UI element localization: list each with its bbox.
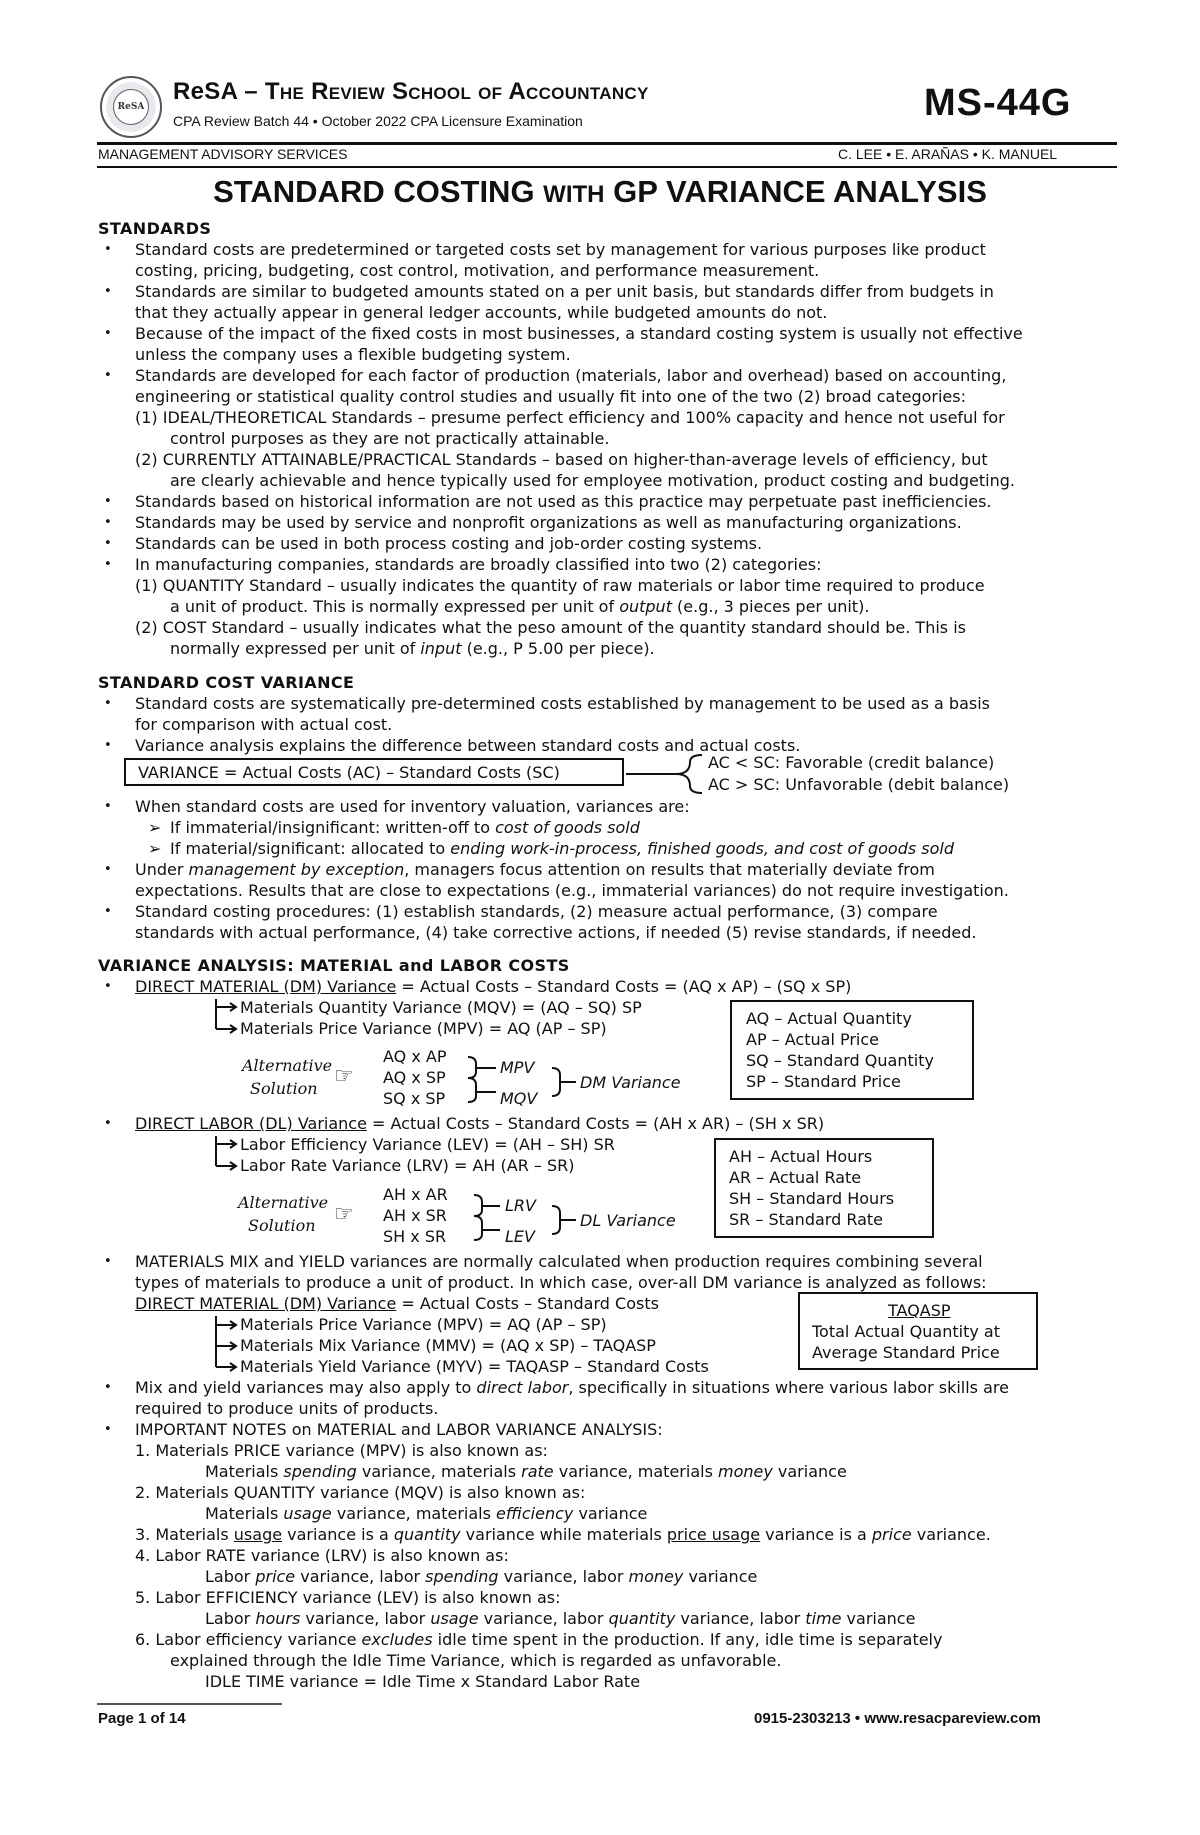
bullet: • <box>104 1254 112 1269</box>
dm-row-1: AQ x AP <box>383 1047 447 1066</box>
variance-formula: VARIANCE = Actual Costs (AC) – Standard Costs (SC) <box>138 763 560 782</box>
var-b5-l2: standards with actual performance, (4) take corrective actions, if needed (5) revise standards, if needed. <box>135 923 977 942</box>
dl-legend-4: SR – Standard Rate <box>729 1210 884 1229</box>
dm-legend-3: SQ – Standard Quantity <box>746 1051 934 1070</box>
std-b8-s1-l1: (1) QUANTITY Standard – usually indicates the quantity of raw materials or labor time required to produce <box>135 576 985 595</box>
std-b4-s1-l1: (1) IDEAL/THEORETICAL Standards – presume perfect efficiency and 100% capacity and hence not useful for <box>135 408 1005 427</box>
school-logo-text: ReSA <box>113 89 149 125</box>
var-b1-l1: Standard costs are systematically pre-determined costs established by management to be used as a basis <box>135 694 990 713</box>
taqasp-line2: Average Standard Price <box>812 1343 1000 1362</box>
bullet: • <box>104 326 112 341</box>
lrv-formula: Labor Rate Variance (LRV) = AH (AR – SR) <box>240 1156 575 1175</box>
bullet: • <box>104 799 112 814</box>
note-4-sub: Labor price variance, labor spending variance, labor money variance <box>205 1567 758 1586</box>
dl-row-2: AH x SR <box>383 1206 447 1225</box>
note-3: 3. Materials usage variance is a quantity variance while materials price usage variance is a price variance. <box>135 1525 991 1544</box>
title-part1: STANDARD COSTING <box>213 174 544 209</box>
variance-favorable: AC < SC: Favorable (credit balance) <box>708 753 995 772</box>
dl-row-3: SH x SR <box>383 1227 447 1246</box>
my-l1: MATERIALS MIX and YIELD variances are normally calculated when production requires combining several <box>135 1252 983 1271</box>
std-b8-s1-l2: a unit of product. This is normally expressed per unit of output (e.g., 3 pieces per unit). <box>170 597 870 616</box>
bullet: • <box>104 515 112 530</box>
dl-bracket-lev: LEV <box>505 1227 535 1246</box>
note-2-sub: Materials usage variance, materials efficiency variance <box>205 1504 648 1523</box>
bullet: • <box>104 904 112 919</box>
var-b3: When standard costs are used for inventory valuation, variances are: <box>135 797 690 816</box>
title-part3: GP VARIANCE ANALYSIS <box>604 174 987 209</box>
bullet: • <box>104 557 112 572</box>
dm-variance-total: DM Variance <box>580 1073 681 1092</box>
alt-solution-label-2a: Alternative <box>238 1193 329 1212</box>
dm-row-2: AQ x SP <box>383 1068 446 1087</box>
std-b4-l1: Standards are developed for each factor of production (materials, labor and overhead) based on accounting, <box>135 366 1007 385</box>
bullet: • <box>104 979 112 994</box>
dm2-equation: DIRECT MATERIAL (DM) Variance = Actual Costs – Standard Costs <box>135 1294 659 1313</box>
dm-equation: DIRECT MATERIAL (DM) Variance = Actual Costs – Standard Costs = (AQ x AP) – (SQ x SP) <box>135 977 852 996</box>
std-b5: Standards based on historical information are not used as this practice may perpetuate past inefficiencies. <box>135 492 992 511</box>
std-b1-l2: costing, pricing, budgeting, cost control, motivation, and performance measurement. <box>135 261 820 280</box>
std-b2-l2: that they actually appear in general ledger accounts, while budgeted amounts do not. <box>135 303 828 322</box>
dl-bracket-lrv: LRV <box>505 1196 536 1215</box>
var-b3-s1: If immaterial/insignificant: written-off to cost of goods sold <box>170 818 640 837</box>
alt-solution-label-1b: Solution <box>250 1079 318 1098</box>
arrow-bullet: ➢ <box>148 839 162 858</box>
school-fullname: The Review School of Accountancy <box>264 78 649 105</box>
note-6-l2: explained through the Idle Time Variance, which is regarded as unfavorable. <box>170 1651 782 1670</box>
dl-variance-total: DL Variance <box>580 1211 676 1230</box>
ml-heading: VARIANCE ANALYSIS: MATERIAL and LABOR COSTS <box>98 956 570 975</box>
mmv-formula: Materials Mix Variance (MMV) = (AQ x SP) – TAQASP <box>240 1336 656 1355</box>
dl-legend-3: SH – Standard Hours <box>729 1189 895 1208</box>
taqasp-title: TAQASP <box>888 1301 951 1320</box>
bullet: • <box>104 862 112 877</box>
alt-solution-label-1a: Alternative <box>242 1056 333 1075</box>
bullet: • <box>104 1116 112 1131</box>
var-b3-s2: If material/significant: allocated to ending work-in-process, finished goods, and cost of goods sold <box>170 839 955 858</box>
lev-formula: Labor Efficiency Variance (LEV) = (AH – SH) SR <box>240 1135 615 1154</box>
note-1: 1. Materials PRICE variance (MPV) is also known as: <box>135 1441 548 1460</box>
std-b4-s2-l1: (2) CURRENTLY ATTAINABLE/PRACTICAL Standards – based on higher-than-average levels of efficiency, but <box>135 450 988 469</box>
mixlab-l2: required to produce units of products. <box>135 1399 439 1418</box>
dl-legend-1: AH – Actual Hours <box>729 1147 873 1166</box>
std-b4-s2-l2: are clearly achievable and hence typically used for employee motivation, product costing and budgeting. <box>170 471 1015 490</box>
myv-formula: Materials Yield Variance (MYV) = TAQASP – Standard Costs <box>240 1357 709 1376</box>
var-b4-l1: Under management by exception, managers focus attention on results that materially deviate from <box>135 860 935 879</box>
dl-legend-2: AR – Actual Rate <box>729 1168 862 1187</box>
notes-heading: IMPORTANT NOTES on MATERIAL and LABOR VARIANCE ANALYSIS: <box>135 1420 663 1439</box>
note-4: 4. Labor RATE variance (LRV) is also known as: <box>135 1546 509 1565</box>
subject-label: MANAGEMENT ADVISORY SERVICES <box>98 146 348 162</box>
dm-legend-2: AP – Actual Price <box>746 1030 880 1049</box>
std-b2-l1: Standards are similar to budgeted amounts stated on a per unit basis, but standards differ from budgets in <box>135 282 994 301</box>
var-b2: Variance analysis explains the difference between standard costs and actual costs. <box>135 736 801 755</box>
var-b4-l2: expectations. Results that are close to expectations (e.g., immaterial variances) do not require investigation. <box>135 881 1009 900</box>
std-b8-s2-l1: (2) COST Standard – usually indicates what the peso amount of the quantity standard should be. This is <box>135 618 966 637</box>
bullet: • <box>104 284 112 299</box>
batch-info: CPA Review Batch 44 • October 2022 CPA Licensure Examination <box>173 113 583 129</box>
pointing-hand-icon: ☞ <box>334 1202 354 1227</box>
dm-legend-1: AQ – Actual Quantity <box>746 1009 912 1028</box>
variance-heading: STANDARD COST VARIANCE <box>98 673 355 692</box>
page-number: Page 1 of 14 <box>98 1710 186 1727</box>
bullet: • <box>104 1422 112 1437</box>
std-b4-s1-l2: control purposes as they are not practically attainable. <box>170 429 610 448</box>
taqasp-line1: Total Actual Quantity at <box>812 1322 1000 1341</box>
note-2: 2. Materials QUANTITY variance (MQV) is also known as: <box>135 1483 586 1502</box>
dm-bracket-mpv: MPV <box>500 1058 535 1077</box>
mpv2-formula: Materials Price Variance (MPV) = AQ (AP – SP) <box>240 1315 607 1334</box>
note-5-sub: Labor hours variance, labor usage variance, labor quantity variance, labor time variance <box>205 1609 916 1628</box>
note-5: 5. Labor EFFICIENCY variance (LEV) is also known as: <box>135 1588 561 1607</box>
bullet: • <box>104 242 112 257</box>
std-b6: Standards may be used by service and nonprofit organizations as well as manufacturing organizations. <box>135 513 962 532</box>
bullet: • <box>104 738 112 753</box>
title-part2: WITH <box>543 181 605 208</box>
std-b4-l2: engineering or statistical quality control studies and usually fit into one of the two (2) broad categories: <box>135 387 966 406</box>
dm-legend-4: SP – Standard Price <box>746 1072 901 1091</box>
std-b1-l1: Standard costs are predetermined or targeted costs set by management for various purposes like product <box>135 240 986 259</box>
mqv-formula: Materials Quantity Variance (MQV) = (AQ – SQ) SP <box>240 998 642 1017</box>
arrow-bullet: ➢ <box>148 818 162 837</box>
std-b8-s2-l2: normally expressed per unit of input (e.g., P 5.00 per piece). <box>170 639 655 658</box>
contact-info: 0915-2303213 • www.resacpareview.com <box>754 1710 1041 1727</box>
bullet: • <box>104 1380 112 1395</box>
note-6-l1: 6. Labor efficiency variance excludes idle time spent in the production. If any, idle time is separately <box>135 1630 943 1649</box>
school-prefix: ReSA – <box>173 78 265 105</box>
note-6-l3: IDLE TIME variance = Idle Time x Standard Labor Rate <box>205 1672 641 1691</box>
dl-equation: DIRECT LABOR (DL) Variance = Actual Costs – Standard Costs = (AH x AR) – (SH x SR) <box>135 1114 825 1133</box>
var-b5-l1: Standard costing procedures: (1) establish standards, (2) measure actual performance, (3) compare <box>135 902 938 921</box>
std-b7: Standards can be used in both process costing and job-order costing systems. <box>135 534 763 553</box>
mixlab-l1: Mix and yield variances may also apply to direct labor, specifically in situations where various labor skills are <box>135 1378 1009 1397</box>
variance-unfavorable: AC > SC: Unfavorable (debit balance) <box>708 775 1010 794</box>
bullet: • <box>104 368 112 383</box>
pointing-hand-icon: ☞ <box>334 1064 354 1089</box>
document-code: MS-44G <box>924 82 1072 124</box>
standards-heading: STANDARDS <box>98 219 212 238</box>
dl-row-1: AH x AR <box>383 1185 448 1204</box>
std-b3-l2: unless the company uses a flexible budgeting system. <box>135 345 571 364</box>
std-b8: In manufacturing companies, standards are broadly classified into two (2) categories: <box>135 555 822 574</box>
dm-row-3: SQ x SP <box>383 1089 446 1108</box>
my-l2: types of materials to produce a unit of product. In which case, over-all DM variance is analyzed as follows: <box>135 1273 987 1292</box>
var-b1-l2: for comparison with actual cost. <box>135 715 393 734</box>
alt-solution-label-2b: Solution <box>248 1216 316 1235</box>
note-1-sub: Materials spending variance, materials rate variance, materials money variance <box>205 1462 847 1481</box>
mpv-formula: Materials Price Variance (MPV) = AQ (AP – SP) <box>240 1019 607 1038</box>
authors-label: C. LEE • E. ARAÑAS • K. MANUEL <box>838 146 1058 162</box>
bullet: • <box>104 494 112 509</box>
bullet: • <box>104 536 112 551</box>
dm-bracket-mqv: MQV <box>500 1089 538 1108</box>
bullet: • <box>104 696 112 711</box>
std-b3-l1: Because of the impact of the fixed costs in most businesses, a standard costing system is usually not effective <box>135 324 1023 343</box>
